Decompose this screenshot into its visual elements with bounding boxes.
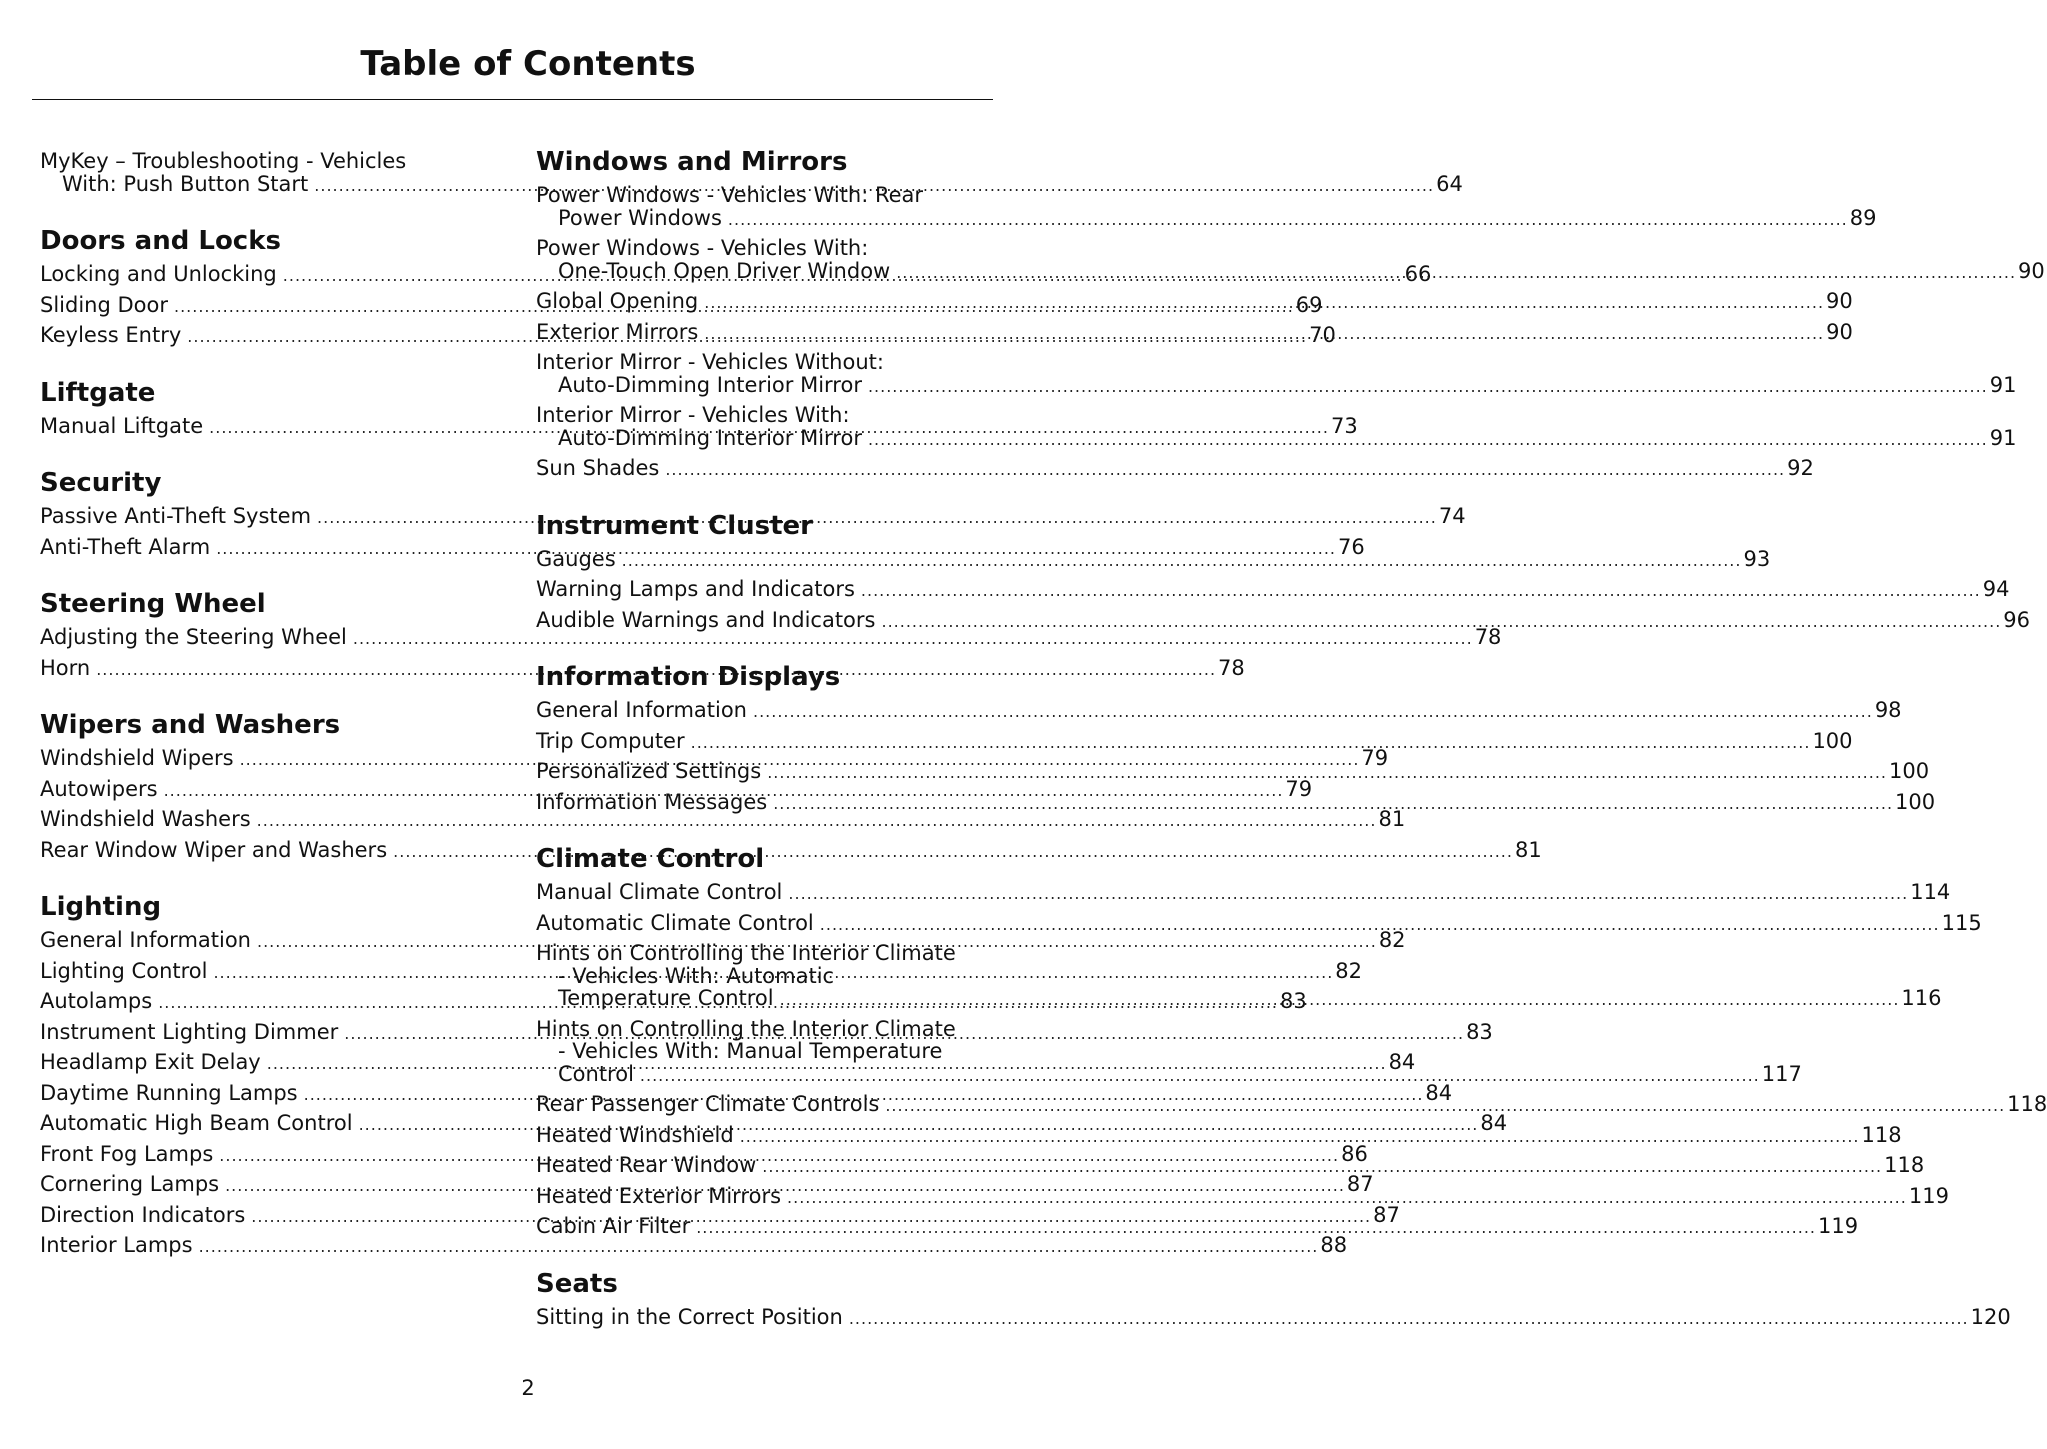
entry-title: Auto-Dimming Interior Mirror bbox=[558, 425, 862, 450]
section-heading: Information Displays bbox=[536, 662, 841, 692]
entry-page-number: 82 bbox=[1378, 928, 1406, 952]
dot-leader bbox=[696, 1218, 1816, 1237]
dot-leader bbox=[849, 1309, 1969, 1328]
entry-page-number: 81 bbox=[1378, 807, 1406, 831]
section-heading: Wipers and Washers bbox=[40, 710, 341, 740]
entry-title-line: Interior Mirror - Vehicles Without: bbox=[536, 350, 884, 374]
dot-leader bbox=[704, 324, 1824, 343]
dot-leader bbox=[640, 1066, 1760, 1085]
toc-entry[interactable] bbox=[40, 804, 1406, 835]
entry-title: Personalized Settings bbox=[536, 759, 762, 783]
entry-title: Windshield Wipers bbox=[40, 746, 234, 770]
entry-page-number: 90 bbox=[1826, 289, 1853, 313]
section-heading: Liftgate bbox=[40, 377, 156, 408]
entry-page-number: 64 bbox=[1436, 171, 1463, 196]
dot-leader bbox=[820, 915, 1940, 934]
page-number: 2 bbox=[521, 1376, 535, 1400]
section-heading: Security bbox=[40, 468, 162, 498]
entry-page-number: 73 bbox=[1330, 413, 1358, 438]
section-heading: Seats bbox=[536, 1268, 618, 1299]
toc-entry[interactable] bbox=[536, 908, 1982, 939]
entry-page-number: 82 bbox=[1335, 958, 1363, 983]
entry-title-line: Hints on Controlling the Interior Climate bbox=[536, 941, 956, 965]
entry-title: Autolamps bbox=[40, 989, 153, 1013]
entry-title: Heated Windshield bbox=[536, 1122, 734, 1147]
entry-title-line: - Vehicles With: Manual Temperature bbox=[558, 1039, 943, 1063]
toc-entry[interactable] bbox=[536, 453, 1814, 484]
toc-entry[interactable] bbox=[536, 605, 2031, 636]
dot-leader bbox=[780, 990, 1900, 1009]
entry-page-number: 92 bbox=[1787, 456, 1814, 480]
entry-page-number: 84 bbox=[1425, 1080, 1453, 1105]
section-heading: Doors and Locks bbox=[40, 226, 281, 256]
entry-page-number: 87 bbox=[1373, 1202, 1400, 1227]
toc-entry[interactable] bbox=[40, 1230, 1348, 1261]
dot-leader bbox=[787, 1188, 1907, 1207]
dot-leader bbox=[665, 460, 1785, 479]
entry-title: Exterior Mirrors bbox=[536, 319, 699, 344]
entry-title: Windshield Washers bbox=[40, 807, 251, 831]
entry-page-number: 78 bbox=[1474, 625, 1502, 649]
toc-entry[interactable] bbox=[536, 1302, 2011, 1333]
entry-title: Global Opening bbox=[536, 289, 699, 313]
entry-page-number: 83 bbox=[1280, 989, 1307, 1013]
section-heading: Lighting bbox=[40, 892, 162, 922]
entry-page-number: 98 bbox=[1874, 698, 1902, 722]
entry-title: Keyless Entry bbox=[40, 323, 182, 347]
entry-page-number: 81 bbox=[1514, 837, 1542, 862]
entry-page-number: 83 bbox=[1466, 1019, 1493, 1044]
entry-title: Locking and Unlocking bbox=[40, 262, 277, 286]
entry-title: Anti-Theft Alarm bbox=[40, 534, 211, 559]
entry-title: Interior Lamps bbox=[40, 1233, 193, 1257]
dot-leader bbox=[868, 430, 1988, 449]
dot-leader bbox=[885, 1096, 2005, 1115]
entry-title: General Information bbox=[536, 698, 747, 722]
section-heading: Instrument Cluster bbox=[536, 510, 813, 541]
dot-leader bbox=[753, 702, 1873, 721]
toc-entry[interactable] bbox=[536, 695, 1902, 726]
entry-title: Gauges bbox=[536, 546, 616, 571]
section-heading: Steering Wheel bbox=[40, 589, 266, 619]
dot-leader bbox=[773, 794, 1893, 813]
entry-title: Heated Exterior Mirrors bbox=[536, 1183, 782, 1208]
entry-page-number: 100 bbox=[1812, 728, 1853, 753]
entry-title: Temperature Control bbox=[558, 986, 774, 1010]
entry-title: Cornering Lamps bbox=[40, 1172, 220, 1196]
entry-title: Audible Warnings and Indicators bbox=[536, 607, 876, 632]
entry-page-number: 88 bbox=[1320, 1233, 1348, 1257]
entry-title: Auto-Dimming Interior Mirror bbox=[558, 372, 862, 397]
entry-title: General Information bbox=[40, 928, 251, 952]
entry-page-number: 100 bbox=[1895, 789, 1936, 814]
entry-title: Sliding Door bbox=[40, 292, 168, 317]
dot-leader bbox=[767, 763, 1887, 782]
entry-page-number: 116 bbox=[1901, 986, 1942, 1010]
toc-entry[interactable] bbox=[536, 574, 2010, 605]
entry-title: Daytime Running Lamps bbox=[40, 1080, 298, 1105]
dot-leader bbox=[896, 263, 2016, 282]
entry-title: Warning Lamps and Indicators bbox=[536, 577, 855, 601]
entry-title: Adjusting the Steering Wheel bbox=[40, 625, 347, 649]
page-title: Table of Contents bbox=[360, 44, 696, 84]
dot-leader bbox=[861, 581, 1981, 600]
entry-title-line: Power Windows - Vehicles With: bbox=[536, 236, 869, 260]
entry-page-number: 86 bbox=[1341, 1141, 1368, 1166]
entry-title: Automatic High Beam Control bbox=[40, 1111, 353, 1135]
entry-page-number: 119 bbox=[1818, 1214, 1859, 1238]
entry-title: Horn bbox=[40, 655, 91, 680]
entry-page-number: 84 bbox=[1480, 1111, 1508, 1135]
toc-entry[interactable] bbox=[536, 347, 2017, 400]
dot-leader bbox=[691, 733, 1811, 752]
entry-title-line: Power Windows - Vehicles With: Rear bbox=[536, 183, 924, 207]
entry-page-number: 117 bbox=[1761, 1061, 1802, 1086]
entry-title: With: Push Button Start bbox=[62, 171, 309, 196]
entry-title: Control bbox=[558, 1061, 634, 1086]
entry-page-number: 118 bbox=[1884, 1153, 1925, 1177]
entry-title: Automatic Climate Control bbox=[536, 910, 814, 935]
toc-entry[interactable] bbox=[40, 622, 1502, 653]
entry-page-number: 93 bbox=[1743, 546, 1771, 571]
entry-page-number: 70 bbox=[1309, 323, 1336, 347]
entry-page-number: 79 bbox=[1361, 746, 1389, 770]
entry-page-number: 89 bbox=[1849, 205, 1877, 230]
entry-page-number: 66 bbox=[1404, 262, 1432, 286]
entry-page-number: 90 bbox=[1826, 319, 1853, 344]
entry-page-number: 118 bbox=[1861, 1122, 1902, 1147]
entry-title-line: Interior Mirror - Vehicles With: bbox=[536, 403, 850, 427]
entry-title: One-Touch Open Driver Window bbox=[558, 258, 891, 283]
entry-page-number: 84 bbox=[1388, 1050, 1416, 1074]
entry-page-number: 115 bbox=[1941, 910, 1982, 935]
entry-page-number: 78 bbox=[1218, 655, 1245, 680]
dot-leader bbox=[868, 377, 1988, 396]
entry-page-number: 120 bbox=[1970, 1304, 2011, 1329]
dot-leader bbox=[704, 293, 1824, 312]
entry-title: Sitting in the Correct Position bbox=[536, 1304, 843, 1329]
entry-title: Heated Rear Window bbox=[536, 1153, 757, 1177]
entry-title-line: MyKey – Troubleshooting - Vehicles bbox=[40, 149, 407, 173]
entry-title: Trip Computer bbox=[536, 728, 685, 753]
entry-page-number: 91 bbox=[1989, 425, 2017, 450]
entry-title: Manual Liftgate bbox=[40, 413, 204, 438]
entry-page-number: 79 bbox=[1285, 776, 1313, 801]
entry-title: Direction Indicators bbox=[40, 1202, 246, 1227]
entry-title-line: - Vehicles With: Automatic bbox=[558, 963, 835, 988]
entry-title: Passive Anti-Theft System bbox=[40, 504, 312, 528]
toc-entry[interactable] bbox=[536, 877, 1951, 908]
dot-leader bbox=[728, 210, 1848, 229]
entry-title: Rear Window Wiper and Washers bbox=[40, 837, 388, 862]
entry-page-number: 119 bbox=[1908, 1183, 1949, 1208]
entry-title: Instrument Lighting Dimmer bbox=[40, 1019, 339, 1044]
dot-leader bbox=[622, 551, 1742, 570]
entry-page-number: 114 bbox=[1910, 880, 1951, 904]
entry-title-line: Hints on Controlling the Interior Climate bbox=[536, 1016, 956, 1041]
entry-title: Manual Climate Control bbox=[536, 880, 783, 904]
title-divider bbox=[32, 99, 993, 100]
entry-page-number: 87 bbox=[1346, 1172, 1374, 1196]
entry-title: Sun Shades bbox=[536, 456, 660, 480]
entry-title: Front Fog Lamps bbox=[40, 1141, 214, 1166]
toc-section-seats bbox=[536, 1268, 2011, 1333]
entry-page-number: 91 bbox=[1989, 372, 2017, 397]
entry-page-number: 76 bbox=[1338, 534, 1365, 559]
entry-page-number: 69 bbox=[1295, 292, 1323, 317]
entry-title: Autowipers bbox=[40, 776, 158, 801]
entry-title: Headlamp Exit Delay bbox=[40, 1050, 261, 1074]
dot-leader bbox=[762, 1157, 1882, 1176]
entry-page-number: 90 bbox=[2018, 258, 2045, 283]
entry-title: Rear Passenger Climate Controls bbox=[536, 1092, 880, 1116]
section-heading: Climate Control bbox=[536, 844, 765, 874]
toc-entry[interactable] bbox=[536, 726, 1853, 757]
dot-leader bbox=[740, 1127, 1860, 1146]
entry-title: Lighting Control bbox=[40, 958, 208, 983]
entry-page-number: 118 bbox=[2007, 1092, 2047, 1116]
entry-title: Information Messages bbox=[536, 789, 768, 814]
entry-title: Cabin Air Filter bbox=[536, 1214, 691, 1238]
entry-page-number: 94 bbox=[1982, 577, 2010, 601]
dot-leader bbox=[881, 612, 2001, 631]
entry-page-number: 100 bbox=[1889, 759, 1930, 783]
entry-title: Power Windows bbox=[558, 205, 722, 230]
dot-leader bbox=[788, 884, 1908, 903]
entry-page-number: 96 bbox=[2003, 607, 2031, 632]
entry-page-number: 74 bbox=[1438, 504, 1466, 528]
section-heading: Windows and Mirrors bbox=[536, 147, 848, 177]
